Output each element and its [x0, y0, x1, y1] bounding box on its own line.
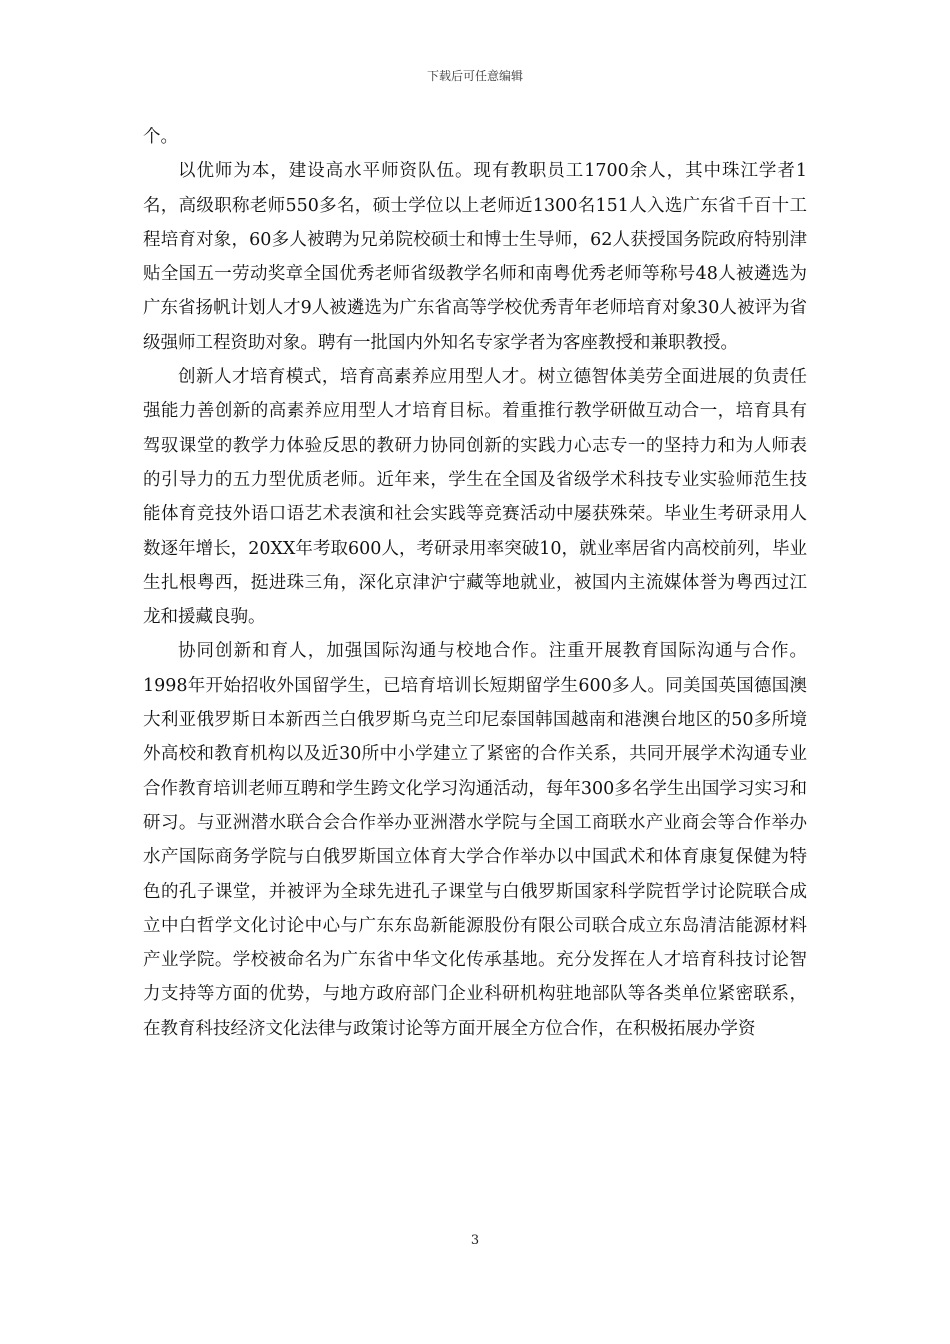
- document-body: [143, 120, 807, 1046]
- paragraph-talent-cultivation: 创新人才培育模式，培育高素养应用型人才。树立德智体美劳全面进展的负责任强能力善创新的高素养应用型人才培育目标。着重推行教学研做互动合一，培育具有驾驭课堂的教学力体验反思的教研力协同创新的实践力心志专一的坚持力和为人师表的引导力的五力型优质老师。近年来，学生在全国及省级学术科技专业实验师范生技能体育竞技外语口语艺术表演和社会实践等竞赛活动中屡获殊荣。毕业生考研录用人数逐年增长，20XX年考取600人，考研录用率突破10，就业率居省内高校前列，毕业生扎根粤西，挺进珠三角，深化京津沪宁藏等地就业，被国内主流媒体誉为粤西过江龙和援藏良驹。: [143, 367, 807, 628]
- paragraph-continuation: 个。: [143, 127, 178, 147]
- page-number: 3: [470, 1233, 480, 1248]
- paragraph-faculty: 以优师为本，建设高水平师资队伍。现有教职员工1700余人，其中珠江学者1名，高级职称老师550多名，硕士学位以上老师近1300名151人入选广东省千百十工程培育对象，60多人被聘为兄弟院校硕士和博士生导师，62人获授国务院政府特别津贴全国五一劳动奖章全国优秀老师省级教学名师和南粤优秀老师等称号48人被遴选为广东省扬帆计划人才9人被遴选为广东省高等学校优秀青年老师培育对象30人被评为省级强师工程资助对象。聘有一批国内外知名专家学者为客座教授和兼职教授。: [143, 161, 807, 353]
- paragraph-international-cooperation: 协同创新和育人，加强国际沟通与校地合作。注重开展教育国际沟通与合作。1998年开始招收外国留学生，已培育培训长短期留学生600多人。同美国英国德国澳大利亚俄罗斯日本新西兰白俄罗斯乌克兰印尼泰国韩国越南和港澳台地区的50多所境外高校和教育机构以及近30所中小学建立了紧密的合作关系，共同开展学术沟通专业合作教育培训老师互聘和学生跨文化学习沟通活动，每年300多名学生出国学习实习和研习。与亚洲潜水联合会合作举办亚洲潜水学院与全国工商联水产业商会等合作举办水产国际商务学院与白俄罗斯国立体育大学合作举办以中国武术和体育康复保健为特色的孔子课堂，并被评为全球先进孔子课堂与白俄罗斯国家科学院哲学讨论院联合成立中白哲学文化讨论中心与广东东岛新能源股份有限公司联合成立东岛清洁能源材料产业学院。学校被命名为广东省中华文化传承基地。充分发挥在人才培育科技讨论智力支持等方面的优势，与地方政府部门企业科研机构驻地部队等各类单位紧密联系，在教育科技经济文化法律与政策讨论等方面开展全方位合作，在积极拓展办学资: [143, 641, 807, 1039]
- page-header: 下载后可任意编辑: [426, 69, 523, 83]
